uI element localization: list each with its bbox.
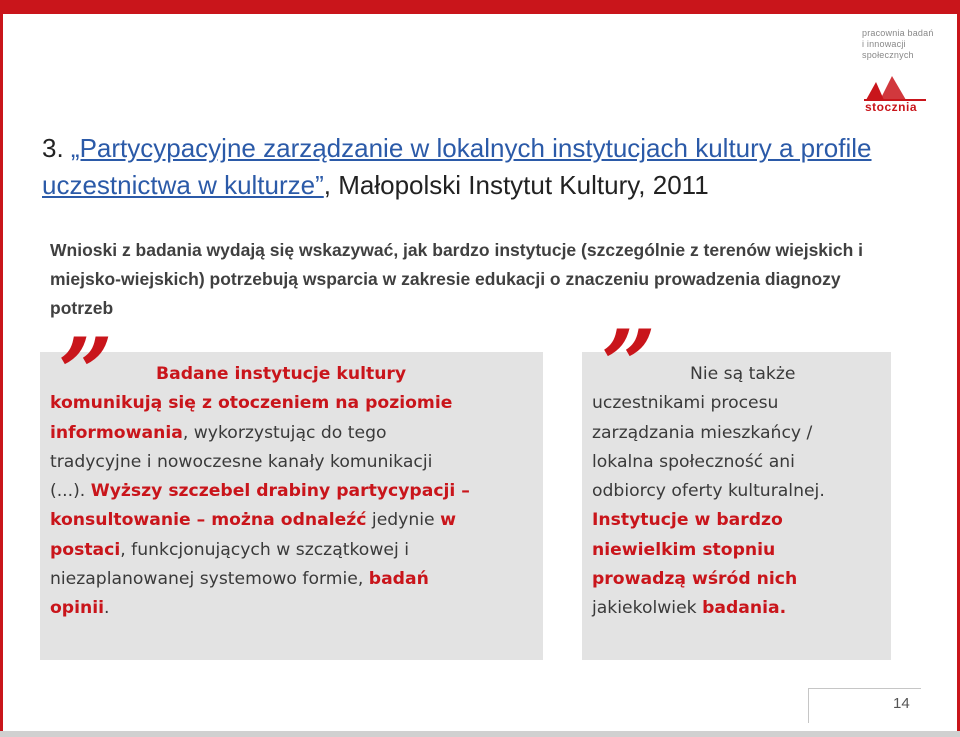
lq-line-6a: konsultowanie – można odnaleźć <box>50 510 367 531</box>
rq-line-1: Nie są także <box>690 364 796 384</box>
lq-line-9b: . <box>104 598 110 619</box>
page-number: 14 <box>893 695 910 712</box>
lq-line-7a: postaci <box>50 539 121 560</box>
stocznia-logo <box>862 28 942 118</box>
rq-line-8: prowadzą wśród nich <box>592 569 798 590</box>
title-number: 3. <box>42 133 71 163</box>
intro-paragraph: Wnioski z badania wydają się wskazywać, jak bardzo instytucje (szczególnie z terenów wiejskich i miejsko-wiejskich) potrzebują wsparcia w zakresie edukacji o znaczeniu prowadzenia diagnozy potrzeb <box>50 240 864 318</box>
lq-line-6c: w <box>440 510 456 531</box>
slide-title <box>42 130 922 204</box>
lq-line-1: Badane instytucje kultury <box>156 364 407 384</box>
lq-line-2: komunikują się z otoczeniem na poziomie <box>50 393 453 414</box>
lq-line-5a: (...). <box>50 481 91 502</box>
rq-line-7: niewielkim stopniu <box>592 539 776 560</box>
lq-line-8b: badań <box>368 569 429 590</box>
lq-line-4: tradycyjne i nowoczesne kanały komunikacji <box>50 451 433 472</box>
title-source: , Małopolski Instytut Kultury, 2011 <box>323 170 709 200</box>
bottom-bar <box>0 731 960 737</box>
rq-line-2: uczestnikami procesu <box>592 393 779 414</box>
left-quote-text <box>50 360 540 624</box>
rq-line-6: Instytucje w bardzo <box>592 510 783 531</box>
rq-line-5: odbiorcy oferty kulturalnej. <box>592 481 825 502</box>
left-accent-line <box>0 14 3 737</box>
lq-line-8a: niezaplanowanej systemowo formie, <box>50 569 369 590</box>
rq-line-9b: badania. <box>702 598 787 619</box>
logo-mark-icon <box>862 72 928 102</box>
left-quote-mark-icon: ” <box>58 317 114 430</box>
logo-line-1: pracownia badań <box>862 28 934 38</box>
lq-line-3a: informowania <box>50 422 183 443</box>
title-link[interactable]: „Partycypacyjne zarządzanie w lokalnych instytucjach kultury a profile uczestnictwa w kulturze” <box>42 133 872 200</box>
lq-line-7b: , funkcjonujących w szczątkowej i <box>120 539 409 560</box>
lq-line-5b: Wyższy szczebel drabiny partycypacji – <box>90 481 470 502</box>
lq-line-3b: , wykorzystując do tego <box>182 422 387 443</box>
right-quote-mark-icon: ” <box>601 309 657 422</box>
rq-line-4: lokalna społeczność ani <box>592 451 795 472</box>
logo-line-2: i innowacji <box>862 39 906 49</box>
top-accent-bar <box>0 0 960 14</box>
lq-line-6b: jedynie <box>366 510 441 531</box>
lq-line-9a: opinii <box>50 598 105 619</box>
logo-line-3: społecznych <box>862 50 914 60</box>
rq-line-3: zarządzania mieszkańcy / <box>592 422 813 443</box>
logo-wordmark: stocznia <box>865 100 918 114</box>
right-quote-text <box>592 360 884 624</box>
rq-line-9a: jakiekolwiek <box>592 598 703 619</box>
